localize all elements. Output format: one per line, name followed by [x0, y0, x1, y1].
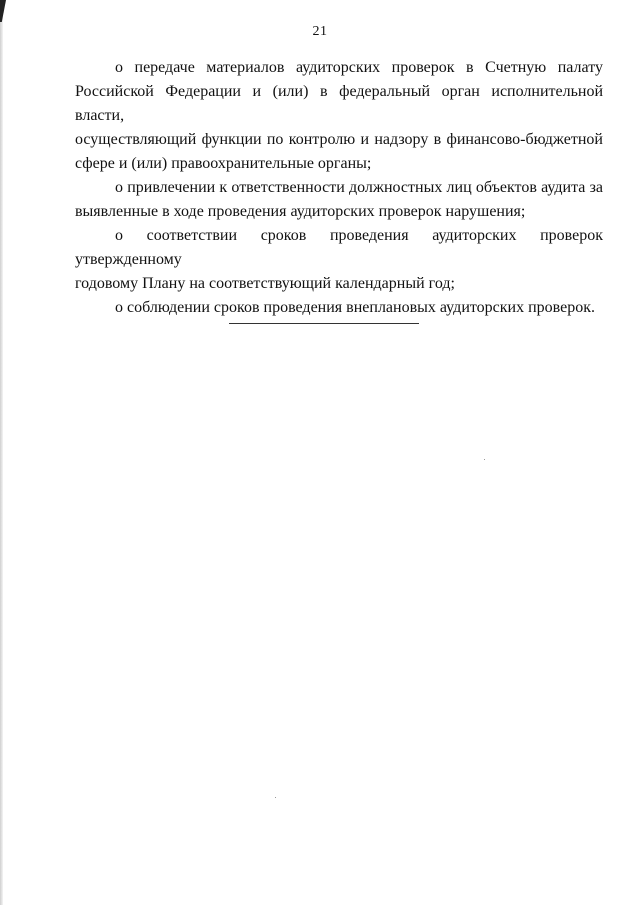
text-line: о соответствии сроков проведения аудиторских проверок утвержденному [75, 227, 603, 268]
text-line: годовому Плану на соответствующий календарный год; [75, 275, 455, 292]
body-text [75, 56, 603, 320]
scan-corner-mark [0, 0, 6, 22]
text-line: о передаче материалов аудиторских проверок в Счетную палату [115, 59, 603, 76]
page-number: 21 [312, 24, 328, 39]
scan-speck [275, 797, 276, 798]
scan-speck [484, 459, 485, 460]
paragraph-plan-compliance [75, 224, 603, 296]
text-line: осуществляющий функции по контролю и надзору в финансово-бюджетной [75, 131, 603, 148]
scan-edge [0, 0, 3, 905]
text-line: о привлечении к ответственности должностных лиц объектов аудита за [115, 179, 603, 196]
paragraph-liability [75, 176, 603, 224]
text-line: выявленные в ходе проведения аудиторских проверок нарушения; [75, 203, 526, 220]
text-line: Российской Федерации и (или) в федеральный орган исполнительной власти, [75, 83, 603, 124]
text-line: о соблюдении сроков проведения внеплановых аудиторских проверок. [115, 299, 595, 316]
paragraph-unplanned-deadlines [75, 296, 603, 320]
paragraph-transfer-materials [75, 56, 603, 176]
text-line: сфере и (или) правоохранительные органы; [75, 155, 372, 172]
end-separator-line [229, 323, 419, 324]
